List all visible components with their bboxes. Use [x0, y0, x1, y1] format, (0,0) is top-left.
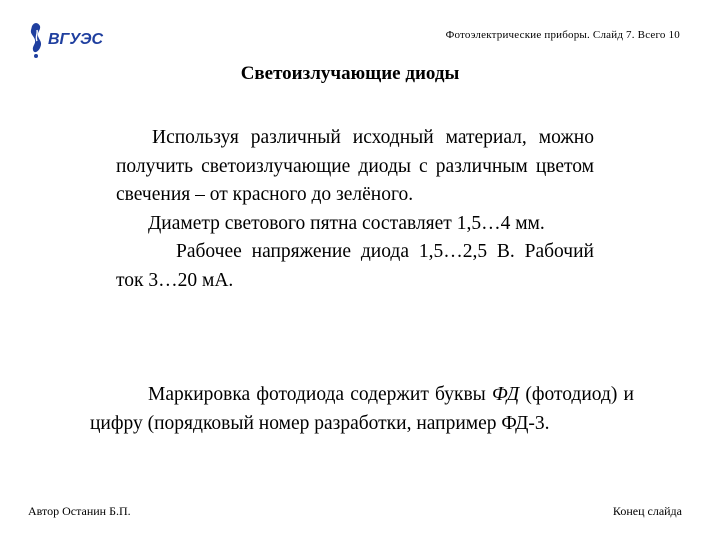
text-marking-before: Маркировка фотодиода содержит буквы: [148, 384, 492, 405]
paragraph-led-properties: [116, 124, 594, 295]
text-voltage-current: Рабочее напряжение диода 1,5…2,5 В. Рабочий ток 3…20 мА.: [116, 241, 594, 291]
footer-end-slide: Конец слайда: [612, 504, 682, 518]
slide-title: Светоизлучающие диоды: [240, 63, 460, 84]
text-marking-after: (фотодиод) и цифру (порядковый номер разработки, например ФД-3.: [90, 384, 634, 434]
slide-info: Фотоэлектрические приборы. Слайд 7. Всего 10: [445, 29, 680, 41]
text-spot-diameter: Диаметр светового пятна составляет 1,5…4 мм.: [148, 212, 545, 234]
text-marking-code: ФД: [491, 384, 520, 405]
emblem-icon: [31, 23, 41, 58]
footer-author: Автор Останин Б.П.: [28, 504, 131, 518]
university-logo: [28, 20, 114, 60]
logo-text: ВГУЭС: [48, 31, 104, 48]
text-materials: Используя различный исходный материал, можно получить светоизлучающие диоды с различным цветом свечения – от красного до зелёного.: [116, 127, 594, 205]
paragraph-marking: [90, 381, 634, 438]
